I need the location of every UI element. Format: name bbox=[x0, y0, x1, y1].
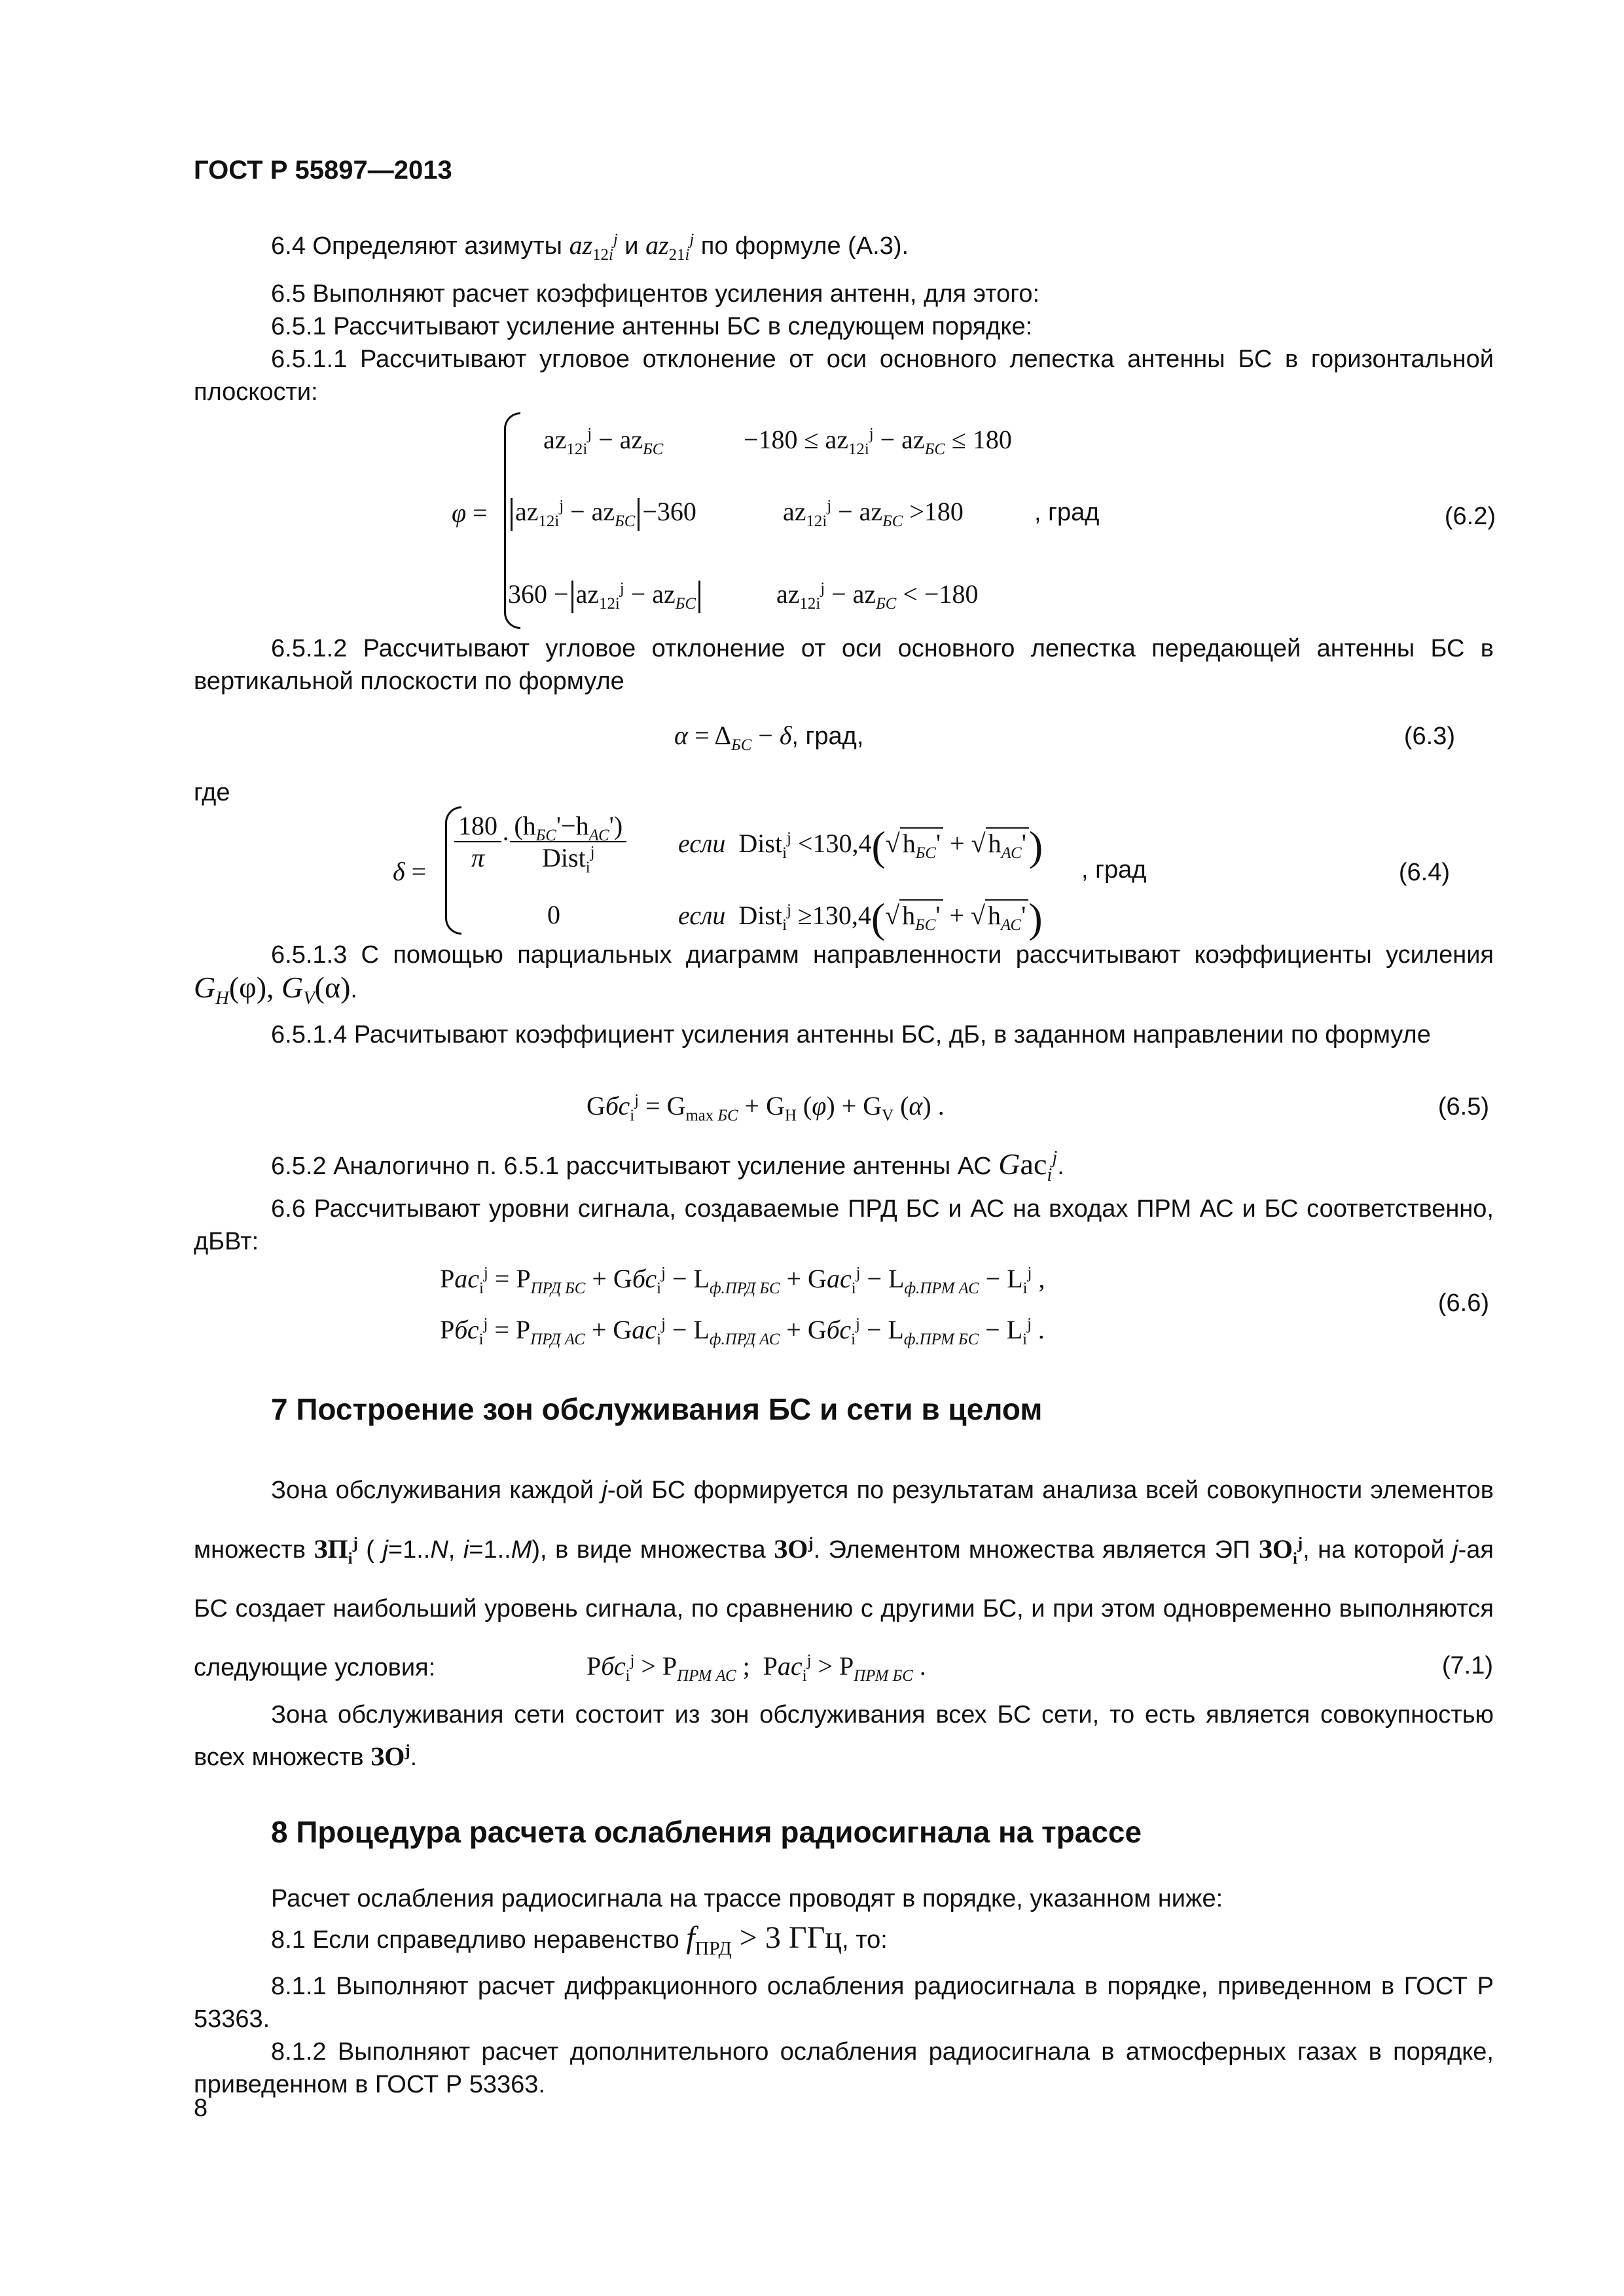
formula-gac: Gac$_i^j$ bbox=[998, 1147, 1058, 1186]
eq-lhs-phi: φ = bbox=[452, 498, 488, 528]
eq-case-1: $az_{12i}^j - az_{БС}$ bbox=[543, 425, 664, 458]
eq-case-3: $360 - az_{12i}^j - az_{БС}$ bbox=[508, 579, 703, 613]
formula-zo: $ЗО^j$ bbox=[774, 1534, 814, 1564]
formula-az21: $az_{21i}^j$ bbox=[645, 230, 695, 264]
formula-zo: $ЗО^j$ bbox=[370, 1742, 410, 1771]
para-8-1: 8.1 Если справедливо неравенство $f_{ПРД} > 3$ ГГц, то: bbox=[271, 1920, 888, 1960]
eq-lhs-delta: δ = bbox=[393, 857, 427, 886]
eq-6-4-cond-2: если Dist$_i^j$ ≥130,4(√ $h_{БС}'$ + √ $h_{АС}'$) bbox=[678, 895, 1043, 941]
para-6-5-1-1: 6.5.1.1 Рассчитывают угловое отклонение от оси основного лепестка антенны БС в горизонтальной плоскости: bbox=[194, 346, 1494, 406]
eq-6-3-formula: $\alpha = \Delta_{БС} - \delta$, град, bbox=[674, 721, 864, 754]
section-7-para-2: Зона обслуживания сети состоит из зон обслуживания всех БС сети, то есть является совокупностью всех множеств $ЗО^j$. bbox=[194, 1701, 1494, 1771]
para-6-5-1-3: 6.5.1.3 С помощью парциальных диаграмм направленности рассчитывают коэффициенты усиления $G_H(\varphi)$, $G_V(\alpha)$. bbox=[194, 941, 1494, 1009]
eq-6-6-number: (6.6) bbox=[1437, 1289, 1489, 1317]
formula-gains: $G_H(\varphi)$, $G_V(\alpha)$ bbox=[194, 971, 351, 1009]
eq-case-2: $az_{12i}^j - az_{БС} -360$ bbox=[508, 496, 696, 531]
section-7-para-1: Зона обслуживания каждой j-ой БС формируется по результатам анализа всей совокупности элементов множеств $ЗП_i^j$ ( j=1..N, i=1..M), в виде множества $ЗО^j$. Элементом множества является ЭП $ЗО_i^j$, на которой j-ая БС создает наибольший уровень сигнала, по сравнению с другими БС, и при этом одновременно выполняются следующие условия: bbox=[194, 1477, 1494, 1681]
eq-cond-2: $az_{12i}^j - az_{БС} >180$ bbox=[783, 497, 964, 530]
section-8-intro: Расчет ослабления радиосигнала на трассе проводят в порядке, указанном ниже: bbox=[271, 1885, 1223, 1912]
doc-header: ГОСТ Р 55897—2013 bbox=[194, 156, 452, 185]
para-6-6: 6.6 Рассчитывают уровни сигнала, создаваемые ПРД БС и АС на входах ПРМ АС и БС соответственно, дБВт: bbox=[194, 1195, 1494, 1255]
eq-6-6-line-1: $Pac_i^j = P_{ПРД БС} + Gбс_i^j - L_{ф.ПРД БС} + Gac_i^j - L_{ф.ПРМ АС} - L_i^j$ , bbox=[440, 1264, 1045, 1297]
para-6-5-1-4: 6.5.1.4 Расчитывают коэффициент усиления антенны БС, дБ, в заданном направлении по формуле bbox=[271, 1021, 1431, 1049]
para-6-5-1-2: 6.5.1.2 Рассчитывают угловое отклонение от оси основного лепестка передающей антенны БС в вертикальной плоскости по формуле bbox=[194, 635, 1494, 695]
eq-6-4-case-1: $\frac{180}{\pi}$ · $\frac{(h_{БС}'-h_{АС}')}{Dist_i^j}$ bbox=[454, 810, 626, 873]
para-6-4: 6.4 Определяют азимуты $az_{12i}^j$ и $az_{21i}^j$ по формуле (А.3). bbox=[271, 230, 909, 264]
eq-6-2-unit: , град bbox=[1034, 499, 1100, 526]
fraction-height-dist: $\frac{(h_{БС}'-h_{АС}')}{Dist_i^j}$ bbox=[510, 810, 626, 873]
eq-6-5-formula: $Gбс_i^j = G_{max БС} + G_H$ $(\varphi) + G_V$ (α) . bbox=[586, 1091, 945, 1124]
para-8-1-1: 8.1.1 Выполняют расчет дифракционного ослабления радиосигнала в порядке, приведенном в ГОСТ Р 53363. bbox=[194, 1973, 1494, 2033]
where-label: где bbox=[194, 779, 230, 806]
eq-7-1-number: (7.1) bbox=[1441, 1652, 1493, 1679]
para-6-5: 6.5 Выполняют расчет коэффицентов усиления антенн, для этого: bbox=[271, 280, 1040, 308]
formula-zo: $ЗО_i^j$ bbox=[1258, 1534, 1303, 1568]
para-8-1-2: 8.1.2 Выполняют расчет дополнительного ослабления радиосигнала в атмосферных газах в порядке, приведенном в ГОСТ Р 53363. bbox=[194, 2038, 1494, 2098]
fraction-180-pi: $\frac{180}{\pi}$ bbox=[454, 810, 501, 873]
section-8-title: 8 Процедура расчета ослабления радиосигнала на трассе bbox=[271, 1815, 1142, 1849]
formula-frequency: $f_{ПРД} > 3$ ГГц bbox=[686, 1920, 842, 1960]
eq-cond-1: $-180 \le az_{12i}^j - az_{БС} \le 180$ bbox=[744, 425, 1012, 458]
eq-7-1-formula: $Pбс_i^j > P_{ПРМ АС}$ ; $Pас_i^j > P_{ПРМ БС}$ . bbox=[586, 1651, 926, 1685]
eq-6-2-number: (6.2) bbox=[1444, 503, 1496, 530]
para-6-5-2: 6.5.2 Аналогично п. 6.5.1 рассчитывают усиление антенны АС Gac$_i^j$. bbox=[271, 1147, 1064, 1186]
eq-6-4-number: (6.4) bbox=[1398, 859, 1450, 886]
eq-6-4-cond-1: если Dist$_i^j$ <130,4(√ $h_{БС}'$ + √ $h_{АС}'$) bbox=[678, 823, 1043, 869]
eq-6-4-unit: , град bbox=[1081, 856, 1147, 884]
page-number: 8 bbox=[194, 2094, 208, 2122]
formula-az12: $az_{12i}^j$ bbox=[569, 230, 618, 264]
formula-zp: $ЗП_i^j$ bbox=[314, 1534, 358, 1568]
eq-6-5-number: (6.5) bbox=[1437, 1093, 1489, 1121]
section-7-title: 7 Построение зон обслуживания БС и сети в целом bbox=[271, 1392, 1043, 1426]
para-6-5-1: 6.5.1 Рассчитывают усиление антенны БС в следующем порядке: bbox=[271, 313, 1033, 340]
eq-6-3-number: (6.3) bbox=[1403, 723, 1455, 750]
eq-6-4-case-2: 0 bbox=[547, 900, 560, 929]
eq-6-6-line-2: $Pбс_i^j = P_{ПРД АС} + Gac_i^j - L_{ф.ПРД АС} + Gбс_i^j - L_{ф.ПРМ БС} - L_i^j$ . bbox=[440, 1315, 1045, 1348]
eq-cond-3: $az_{12i}^j - az_{БС} < -180$ bbox=[776, 579, 979, 613]
